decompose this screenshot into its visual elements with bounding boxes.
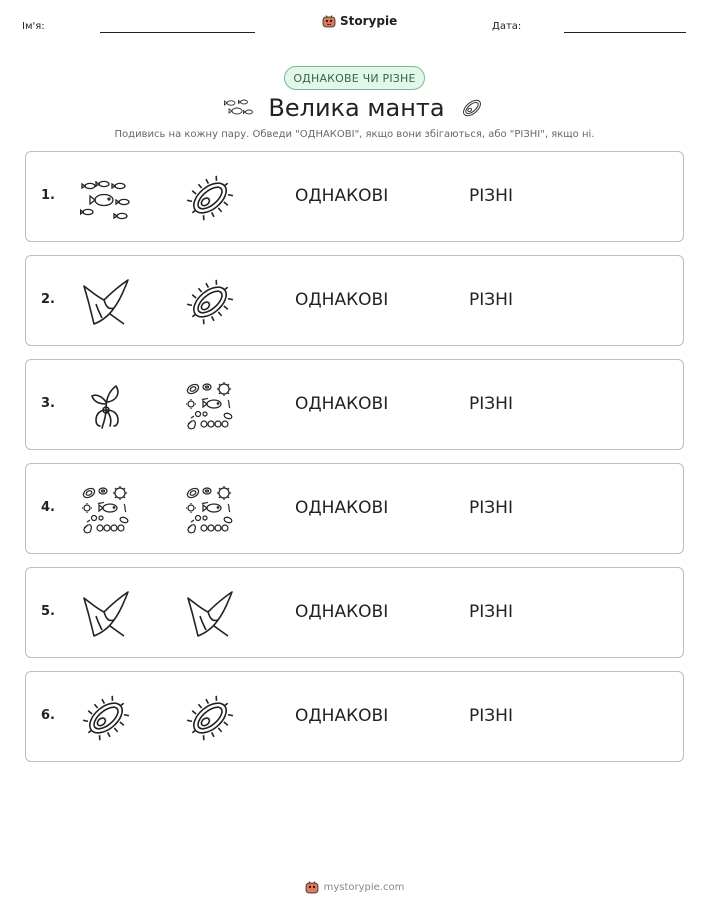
option-same[interactable]: ОДНАКОВІ [295, 706, 389, 726]
question-row [25, 255, 684, 346]
option-same[interactable]: ОДНАКОВІ [295, 290, 389, 310]
option-different[interactable]: РІЗНІ [469, 706, 513, 726]
question-number: 2. [41, 292, 55, 307]
instructions: Подивись на кожну пару. Обведи "ОДНАКОВІ", якщо вони збігаються, або "РІЗНІ", якщо ні. [114, 129, 595, 140]
option-different[interactable]: РІЗНІ [469, 602, 513, 622]
fish-school-icon [80, 172, 132, 224]
name-label: Ім'я: [22, 21, 45, 32]
date-line[interactable] [564, 32, 686, 33]
question-number: 6. [41, 708, 55, 723]
question-number: 3. [41, 396, 55, 411]
footer [0, 880, 709, 894]
plankton-collection-icon [80, 484, 132, 536]
manta-ray-icon [80, 588, 132, 640]
option-same[interactable]: ОДНАКОВІ [295, 394, 389, 414]
brand-logo [322, 14, 397, 28]
manta-ray-icon [80, 276, 132, 328]
question-row [25, 463, 684, 554]
option-different[interactable]: РІЗНІ [469, 394, 513, 414]
option-different[interactable]: РІЗНІ [469, 186, 513, 206]
footer-url[interactable]: mystorypie.com [323, 881, 405, 893]
option-different[interactable]: РІЗНІ [469, 498, 513, 518]
question-number: 4. [41, 500, 55, 515]
fish-school-icon [224, 98, 254, 118]
date-label: Дата: [492, 21, 522, 32]
option-same[interactable]: ОДНАКОВІ [295, 186, 389, 206]
option-same[interactable]: ОДНАКОВІ [295, 602, 389, 622]
question-row [25, 671, 684, 762]
question-number: 1. [41, 188, 55, 203]
option-same[interactable]: ОДНАКОВІ [295, 498, 389, 518]
plankton-cell-icon [184, 692, 236, 744]
storypie-logo-icon [322, 14, 336, 28]
question-row [25, 151, 684, 242]
worksheet-type-badge: ОДНАКОВЕ ЧИ РІЗНЕ [284, 66, 425, 90]
storypie-logo-icon [305, 880, 319, 894]
plankton-cell-icon [459, 95, 485, 121]
plankton-collection-icon [184, 380, 236, 432]
question-row [25, 359, 684, 450]
plankton-cell-icon [80, 692, 132, 744]
plankton-cell-icon [184, 276, 236, 328]
brand-name: Storypie [340, 14, 398, 28]
page-title: Велика манта [268, 94, 445, 122]
plankton-cell-icon [184, 172, 236, 224]
sea-plant-icon [80, 380, 132, 432]
question-number: 5. [41, 604, 55, 619]
title-row [0, 94, 709, 122]
name-line[interactable] [100, 32, 255, 33]
manta-ray-icon [184, 588, 236, 640]
option-different[interactable]: РІЗНІ [469, 290, 513, 310]
question-row [25, 567, 684, 658]
plankton-collection-icon [184, 484, 236, 536]
